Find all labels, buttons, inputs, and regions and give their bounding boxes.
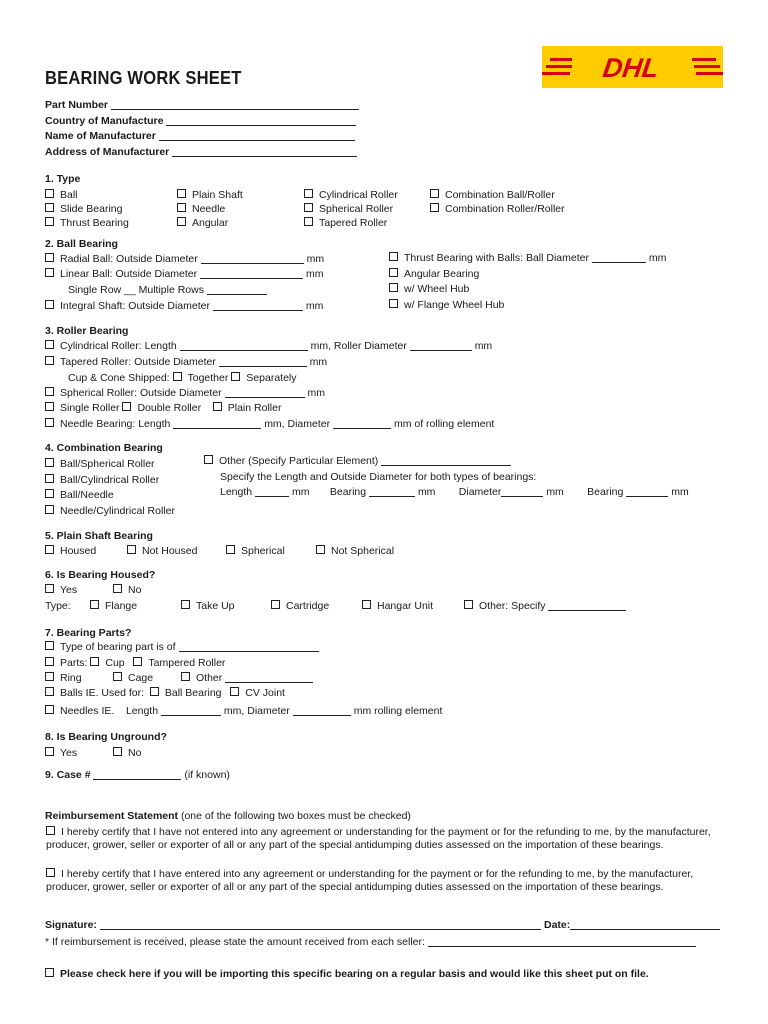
checkbox[interactable]	[204, 455, 213, 464]
combo-dimensions-row: Length mm Bearing mm Diameter mm Bearing mm	[220, 486, 689, 498]
checkbox[interactable]	[389, 299, 398, 308]
checkbox[interactable]	[226, 545, 235, 554]
section-combo-title: 4. Combination Bearing	[45, 442, 163, 454]
checkbox[interactable]	[113, 672, 122, 681]
regular-basis-row: Please check here if you will be importing this specific bearing on a regular basis and would like this sheet put on file.	[45, 968, 649, 980]
checkbox[interactable]	[45, 968, 54, 977]
signature-row: Signature:	[45, 919, 541, 931]
parts-type-field[interactable]	[179, 641, 319, 652]
housed-type-label: Type:	[45, 600, 71, 612]
checkbox[interactable]	[304, 189, 313, 198]
unground-no[interactable]: No	[113, 747, 141, 759]
checkbox[interactable]	[45, 657, 54, 666]
linear-ball-row: Linear Ball: Outside Diameter mm	[45, 268, 324, 280]
type-needle[interactable]: Needle	[177, 202, 243, 216]
checkbox[interactable]	[150, 687, 159, 696]
checkbox[interactable]	[389, 252, 398, 261]
rows-field[interactable]	[207, 284, 267, 295]
checkbox[interactable]	[45, 402, 54, 411]
radial-diameter-field[interactable]	[201, 253, 304, 264]
checkbox[interactable]	[304, 217, 313, 226]
checkbox[interactable]	[45, 340, 54, 349]
checkbox[interactable]	[389, 268, 398, 277]
needles-length-field[interactable]	[161, 705, 221, 716]
housed-other: Other: Specify	[464, 600, 626, 612]
checkbox[interactable]	[177, 203, 186, 212]
checkbox[interactable]	[45, 705, 54, 714]
part-number-label: Part Number	[45, 99, 359, 111]
type-thrust[interactable]: Thrust Bearing	[45, 216, 129, 230]
combo-other-field[interactable]	[381, 455, 511, 466]
radial-ball-row: Radial Ball: Outside Diameter mm	[45, 253, 324, 265]
plain-not-housed[interactable]: Not Housed	[127, 545, 197, 557]
checkbox[interactable]	[45, 641, 54, 650]
type-col-3	[304, 188, 398, 230]
thrust-diameter-field[interactable]	[592, 252, 646, 263]
checkbox[interactable]	[45, 687, 54, 696]
needle-diameter-field[interactable]	[333, 418, 391, 429]
housed-flange[interactable]: Flange	[90, 600, 137, 612]
housed-yes[interactable]: Yes	[45, 584, 77, 596]
section-parts-title: 7. Bearing Parts?	[45, 627, 132, 639]
section-ball-title: 2. Ball Bearing	[45, 238, 118, 250]
needles-diameter-field[interactable]	[293, 705, 351, 716]
checkbox[interactable]	[304, 203, 313, 212]
checkbox[interactable]	[177, 217, 186, 226]
part-number-field[interactable]	[111, 99, 359, 110]
manufacturer-name-label: Name of Manufacturer	[45, 130, 355, 142]
combo-bearing1-field[interactable]	[369, 486, 415, 497]
type-angular[interactable]: Angular	[177, 216, 243, 230]
checkbox[interactable]	[231, 372, 240, 381]
cyl-diameter-field[interactable]	[410, 340, 472, 351]
checkbox[interactable]	[133, 657, 142, 666]
type-col-4	[430, 188, 565, 216]
checkbox[interactable]	[45, 356, 54, 365]
thrust-balls-row: Thrust Bearing with Balls: Ball Diameter mm	[389, 252, 666, 264]
parts-type-row: Type of bearing part is of	[45, 641, 319, 653]
type-slide[interactable]: Slide Bearing	[45, 202, 129, 216]
spherical-diameter-field[interactable]	[225, 387, 305, 398]
combo-other-row: Other (Specify Particular Element)	[204, 455, 511, 467]
combo-specify-text: Specify the Length and Outside Diameter for both types of bearings:	[220, 471, 537, 483]
cyl-length-field[interactable]	[180, 340, 308, 351]
checkbox[interactable]	[113, 584, 122, 593]
type-plain-shaft[interactable]: Plain Shaft	[177, 188, 243, 202]
checkbox[interactable]	[45, 458, 54, 467]
parts-other-field[interactable]	[225, 672, 313, 683]
parts-ring[interactable]: Ring	[45, 672, 82, 684]
section-type-title: 1. Type	[45, 173, 81, 185]
checkbox[interactable]	[45, 489, 54, 498]
checkbox[interactable]	[464, 600, 473, 609]
linear-diameter-field[interactable]	[200, 268, 303, 279]
integral-shaft-row: Integral Shaft: Outside Diameter mm	[45, 300, 323, 312]
cylindrical-roller-row: Cylindrical Roller: Length mm, Roller Diameter mm	[45, 340, 492, 352]
housed-take-up[interactable]: Take Up	[181, 600, 235, 612]
amount-field[interactable]	[428, 936, 696, 947]
checkbox[interactable]	[45, 217, 54, 226]
manufacturer-address-field[interactable]	[172, 146, 357, 157]
checkbox[interactable]	[45, 545, 54, 554]
checkbox[interactable]	[45, 300, 54, 309]
checkbox[interactable]	[362, 600, 371, 609]
type-col-1	[45, 188, 129, 230]
dhl-logo-text: DHL	[601, 52, 661, 83]
checkbox[interactable]	[113, 747, 122, 756]
type-col-2	[177, 188, 243, 230]
checkbox[interactable]	[45, 474, 54, 483]
reimbursement-option-1: I hereby certify that I have not entered into any agreement or understanding for the payment or for the refunding to me, by the manufacturer, producer, grower, seller or exporter of all or any part of the special antidumping duties assessed on the importation of these bearings.	[46, 826, 711, 851]
checkbox[interactable]	[177, 189, 186, 198]
section-plain-shaft-title: 5. Plain Shaft Bearing	[45, 530, 153, 542]
checkbox[interactable]	[45, 268, 54, 277]
flange-hub-row[interactable]: w/ Flange Wheel Hub	[389, 299, 504, 311]
checkbox[interactable]	[45, 505, 54, 514]
integral-diameter-field[interactable]	[213, 300, 303, 311]
parts-other: Other	[181, 672, 313, 684]
combo-diameter-field[interactable]	[501, 486, 543, 497]
housed-other-field[interactable]	[548, 600, 626, 611]
type-combo-ball-roller[interactable]: Combination Ball/Roller	[430, 188, 565, 202]
combo-bearing2-field[interactable]	[626, 486, 668, 497]
case-number-field[interactable]	[93, 769, 181, 780]
unground-yes[interactable]: Yes	[45, 747, 77, 759]
tapered-diameter-field[interactable]	[219, 356, 307, 367]
housed-cartridge[interactable]: Cartridge	[271, 600, 329, 612]
manufacturer-name-field[interactable]	[159, 130, 355, 141]
checkbox[interactable]	[181, 600, 190, 609]
needle-length-field[interactable]	[173, 418, 261, 429]
checkbox[interactable]	[45, 672, 54, 681]
combo-ball-needle[interactable]: Ball/Needle	[45, 488, 175, 504]
case-row: 9. Case # (if known)	[45, 769, 230, 781]
parts-cage[interactable]: Cage	[113, 672, 153, 684]
spherical-roller-row: Spherical Roller: Outside Diameter mm	[45, 387, 325, 399]
checkbox[interactable]	[127, 545, 136, 554]
combo-needle-cylindrical[interactable]: Needle/Cylindrical Roller	[45, 504, 175, 520]
reimbursement-option-2: I hereby certify that I have entered into any agreement or understanding for the payment or for the refunding to me, by the manufacturer, producer, grower, seller or exporter of all or any part of the special antidumping duties assessed on the importation of these bearings.	[46, 868, 694, 893]
checkbox[interactable]	[271, 600, 280, 609]
combo-ball-cylindrical[interactable]: Ball/Cylindrical Roller	[45, 473, 175, 489]
combo-list	[45, 457, 175, 519]
manufacturer-address-label: Address of Manufacturer	[45, 146, 357, 158]
checkbox[interactable]	[45, 253, 54, 262]
housed-no[interactable]: No	[113, 584, 141, 596]
checkbox[interactable]	[45, 418, 54, 427]
section-unground-title: 8. Is Bearing Unground?	[45, 731, 167, 743]
plain-not-spherical[interactable]: Not Spherical	[316, 545, 394, 557]
plain-housed[interactable]: Housed	[45, 545, 96, 557]
checkbox[interactable]	[45, 747, 54, 756]
section-roller-title: 3. Roller Bearing	[45, 325, 129, 337]
tapered-roller-row: Tapered Roller: Outside Diameter mm	[45, 356, 327, 368]
combo-length-field[interactable]	[255, 486, 289, 497]
checkbox[interactable]	[46, 868, 55, 877]
type-spherical[interactable]: Spherical Roller	[304, 202, 398, 216]
checkbox[interactable]	[389, 283, 398, 292]
type-combo-roller-roller[interactable]: Combination Roller/Roller	[430, 202, 565, 216]
date-row: Date:	[544, 919, 720, 931]
checkbox[interactable]	[430, 203, 439, 212]
checkbox[interactable]	[45, 584, 54, 593]
checkbox[interactable]	[90, 657, 99, 666]
checkbox[interactable]	[430, 189, 439, 198]
checkbox[interactable]	[181, 672, 190, 681]
roller-types-row: Single Roller Double Roller Plain Roller	[45, 402, 281, 414]
signature-field[interactable]	[100, 919, 541, 930]
checkbox[interactable]	[45, 387, 54, 396]
parts-row: Parts: Cup Tampered Roller	[45, 657, 225, 669]
parts-balls-row: Balls IE. Used for: Ball Bearing CV Joint	[45, 687, 285, 699]
checkbox[interactable]	[173, 372, 182, 381]
section-housed-title: 6. Is Bearing Housed?	[45, 569, 156, 581]
housed-hangar-unit[interactable]: Hangar Unit	[362, 600, 433, 612]
type-ball[interactable]: Ball	[45, 188, 129, 202]
angular-bearing-row[interactable]: Angular Bearing	[389, 268, 479, 280]
needle-bearing-row: Needle Bearing: Length mm, Diameter mm of rolling element	[45, 418, 494, 430]
combo-ball-spherical[interactable]: Ball/Spherical Roller	[45, 457, 175, 473]
checkbox[interactable]	[45, 189, 54, 198]
wheel-hub-row[interactable]: w/ Wheel Hub	[389, 283, 469, 295]
reimbursement-amount-row: * If reimbursement is received, please state the amount received from each seller:	[45, 936, 696, 948]
rows-row: Single Row __ Multiple Rows	[68, 284, 267, 296]
parts-needles-row: Needles IE. Length mm, Diameter mm rolling element	[45, 705, 442, 717]
type-cylindrical[interactable]: Cylindrical Roller	[304, 188, 398, 202]
plain-spherical[interactable]: Spherical	[226, 545, 285, 557]
country-field[interactable]	[166, 115, 356, 126]
checkbox[interactable]	[46, 826, 55, 835]
checkbox[interactable]	[230, 687, 239, 696]
checkbox[interactable]	[90, 600, 99, 609]
page-title: BEARING WORK SHEET	[45, 68, 242, 88]
checkbox[interactable]	[316, 545, 325, 554]
checkbox[interactable]	[213, 402, 222, 411]
checkbox[interactable]	[122, 402, 131, 411]
country-label: Country of Manufacture	[45, 115, 356, 127]
cup-cone-row: Cup & Cone Shipped: Together Separately	[68, 372, 297, 384]
reimbursement-heading: Reimbursement Statement (one of the following two boxes must be checked)	[45, 810, 411, 822]
type-tapered[interactable]: Tapered Roller	[304, 216, 398, 230]
date-field[interactable]	[570, 919, 720, 930]
dhl-logo	[542, 46, 723, 88]
checkbox[interactable]	[45, 203, 54, 212]
